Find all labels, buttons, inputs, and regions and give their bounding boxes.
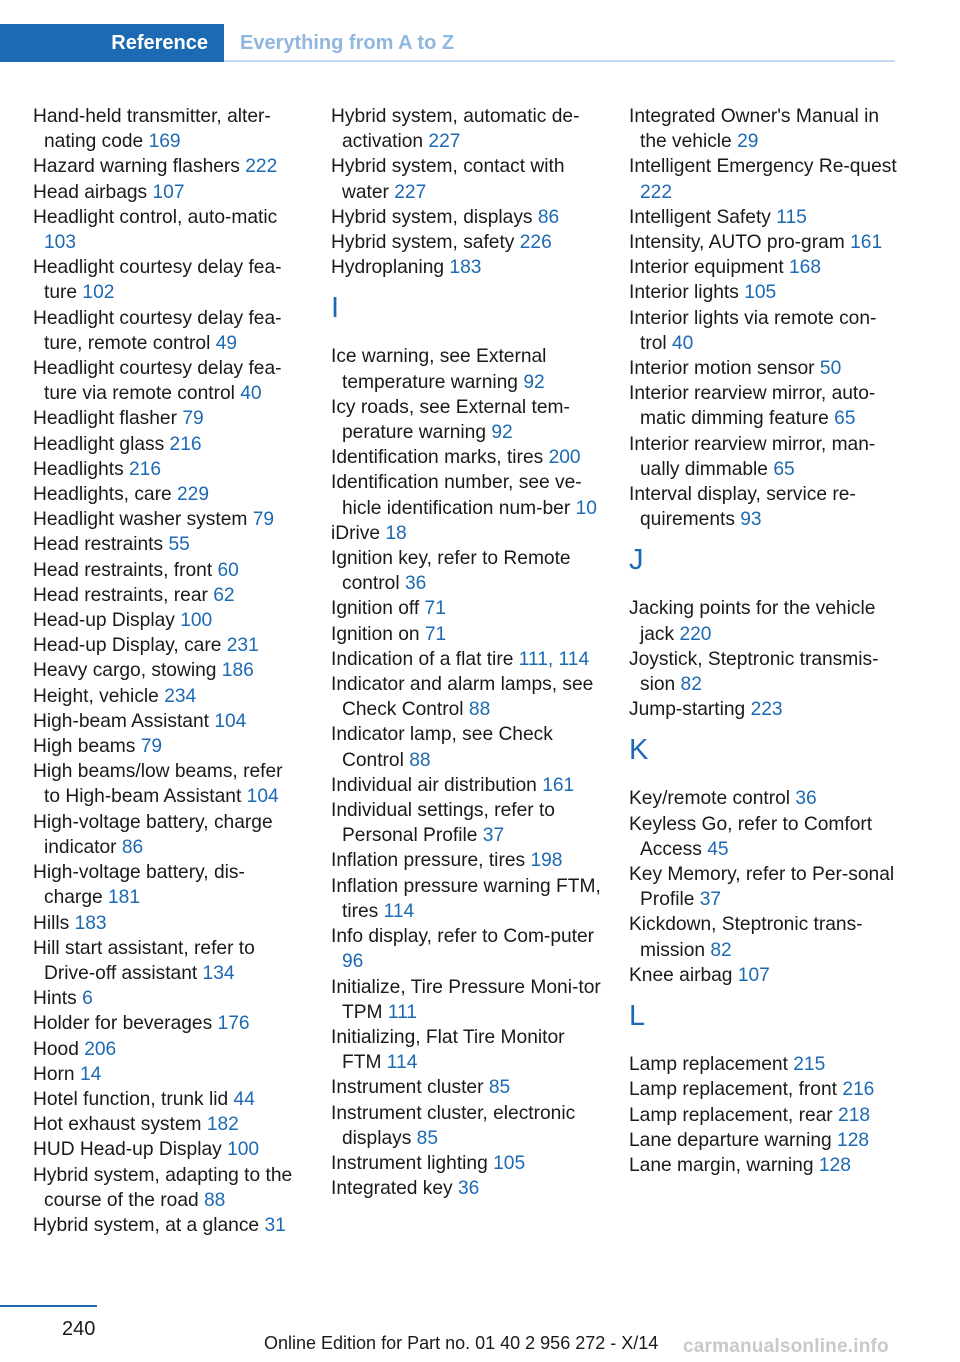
- index-entry: [331, 975, 606, 1025]
- index-entry-term: Hybrid system, displays: [331, 206, 533, 228]
- index-page-link[interactable]: 168: [789, 257, 822, 279]
- index-entry-term: Head restraints, front: [33, 559, 213, 581]
- index-entry-term: Ignition off: [331, 598, 420, 620]
- index-page-link[interactable]: 45: [707, 838, 729, 860]
- index-entry: [629, 104, 899, 154]
- index-entry-term: Height, vehicle: [33, 685, 159, 707]
- index-entry: [331, 205, 606, 230]
- index-page-link[interactable]: 107: [152, 181, 185, 203]
- index-entry: [33, 457, 303, 482]
- index-entry: [33, 860, 303, 910]
- index-entry-term: Ignition on: [331, 623, 420, 645]
- index-entry-term: Interior rearview mirror, auto-matic dimming feature: [629, 383, 876, 430]
- index-page-link[interactable]: 36: [795, 788, 817, 810]
- index-page-link[interactable]: 49: [215, 332, 238, 354]
- index-entry: [629, 862, 899, 912]
- index-page-link[interactable]: 18: [385, 522, 407, 544]
- index-entry: [629, 1128, 899, 1153]
- index-entry-term: Hydroplaning: [331, 257, 445, 279]
- index-entry: [331, 230, 606, 255]
- index-entry-term: Instrument cluster: [331, 1077, 484, 1099]
- index-entry-term: Info display, refer to Com-puter: [331, 926, 595, 948]
- index-page-link[interactable]: 104: [246, 786, 279, 808]
- index-entry-term: Head-up Display: [33, 610, 175, 632]
- index-entry-term: Head airbags: [33, 181, 148, 203]
- index-entry: [331, 546, 606, 596]
- index-entry-term: Head-up Display, care: [33, 635, 222, 657]
- index-entry-term: Key Memory, refer to Per-sonal Profile: [629, 864, 895, 911]
- index-page-link[interactable]: 234: [164, 685, 197, 707]
- index-entry-term: Heavy cargo, stowing: [33, 660, 217, 682]
- index-entry: [331, 722, 606, 772]
- index-entry: [33, 558, 303, 583]
- index-entry-term: Hints: [33, 988, 77, 1010]
- index-entry: [33, 104, 303, 154]
- index-page-link[interactable]: 216: [169, 433, 202, 455]
- index-entry: [33, 432, 303, 457]
- index-letter-heading: J: [629, 544, 644, 577]
- index-entry: [33, 709, 303, 734]
- index-entry: [629, 596, 899, 646]
- index-entry: [331, 344, 606, 394]
- index-entry: [33, 154, 303, 179]
- index-page-link[interactable]: 93: [740, 509, 762, 531]
- index-entry-term: Instrument cluster, electronic displays: [331, 1102, 576, 1149]
- header-rule: [224, 60, 895, 62]
- index-entry-term: Initializing, Flat Tire Monitor FTM: [331, 1026, 565, 1074]
- index-page-link[interactable]: 55: [168, 534, 190, 556]
- index-entry-term: Identification marks, tires: [331, 447, 544, 469]
- index-page-link[interactable]: 200: [548, 447, 581, 469]
- index-letter-heading: K: [629, 734, 649, 767]
- index-entry-term: Identification number, see ve-hicle identification num-ber: [331, 472, 582, 519]
- index-entry: [629, 697, 899, 722]
- index-page-link[interactable]: 36: [457, 1178, 480, 1200]
- index-entry: [33, 986, 303, 1011]
- index-entry: [331, 773, 606, 798]
- index-entry: [629, 356, 899, 381]
- index-entry: [629, 1103, 899, 1128]
- index-page-link[interactable]: 114: [383, 900, 415, 922]
- index-entry-term: Hybrid system, at a glance: [33, 1214, 260, 1236]
- index-entry: [33, 734, 303, 759]
- index-entry-term: Interior lights via remote con-trol: [629, 307, 877, 354]
- index-entry: [629, 154, 899, 204]
- index-entry-term: Icy roads, see External tem-perature warning: [331, 396, 570, 444]
- index-page-link[interactable]: 222: [245, 156, 278, 178]
- index-entry: [33, 205, 303, 255]
- index-entry: [331, 647, 606, 672]
- index-entry: [629, 786, 899, 811]
- index-entry: [33, 684, 303, 709]
- index-entry-term: Headlight glass: [33, 433, 165, 455]
- index-page-link[interactable]: 71: [424, 598, 446, 620]
- index-page-link[interactable]: 227: [428, 131, 461, 153]
- index-entry-term: Individual air distribution: [331, 774, 537, 796]
- index-entry-term: Intelligent Safety: [629, 206, 771, 228]
- index-entry-term: Headlight control, auto-matic: [33, 206, 278, 228]
- index-entry: [331, 470, 606, 520]
- index-entry: [629, 306, 899, 356]
- index-entry-term: Horn: [33, 1063, 75, 1085]
- index-entry-term: Lamp replacement: [629, 1054, 788, 1076]
- index-entry: [629, 912, 899, 962]
- page-header: [0, 24, 895, 62]
- index-entry: [629, 812, 899, 862]
- index-page-link[interactable]: 50: [819, 358, 842, 380]
- index-entry: [629, 1052, 899, 1077]
- index-entry-term: High-voltage battery, dis-charge: [33, 862, 245, 909]
- index-page-link[interactable]: 111, 114: [518, 648, 590, 670]
- index-page-link[interactable]: 198: [530, 850, 563, 872]
- index-entry: [331, 1025, 606, 1075]
- index-entry: [331, 798, 606, 848]
- index-entry-term: Head restraints, rear: [33, 584, 208, 606]
- index-entry-term: High beams: [33, 736, 136, 758]
- index-entry: [331, 924, 606, 974]
- index-page-link[interactable]: 107: [737, 964, 770, 986]
- index-entry-term: Lamp replacement, front: [629, 1079, 837, 1101]
- index-entry: [331, 1101, 606, 1151]
- index-page-link[interactable]: 85: [416, 1127, 439, 1149]
- index-column-1: [33, 104, 303, 1238]
- index-page-link[interactable]: 92: [523, 371, 545, 393]
- index-page-link[interactable]: 181: [108, 887, 141, 909]
- index-entry: [629, 432, 899, 482]
- index-entry-term: Key/remote control: [629, 788, 791, 810]
- index-page-link[interactable]: 134: [202, 962, 235, 984]
- index-entry-term: Hand-held transmitter, alter-nating code: [33, 106, 271, 153]
- index-entry: [33, 583, 303, 608]
- index-page-link[interactable]: 100: [227, 1139, 260, 1161]
- index-entry: [629, 381, 899, 431]
- index-entry: [331, 154, 606, 204]
- index-entry-term: Headlight courtesy delay fea-ture: [33, 257, 282, 304]
- index-letter-heading: L: [629, 1000, 646, 1033]
- index-page-link[interactable]: 223: [750, 699, 783, 721]
- index-entry: [33, 1213, 303, 1238]
- index-page-link[interactable]: 226: [519, 232, 552, 254]
- index-entry-term: Initialize, Tire Pressure Moni-tor TPM: [331, 976, 601, 1023]
- index-page-link[interactable]: 62: [213, 584, 235, 606]
- index-page-link[interactable]: 216: [129, 458, 162, 480]
- index-page-link[interactable]: 29: [737, 131, 759, 153]
- index-page-link[interactable]: 88: [468, 699, 491, 721]
- section-tab: [0, 24, 224, 62]
- index-page-link[interactable]: 229: [177, 484, 210, 506]
- section-title: Reference: [111, 31, 208, 54]
- index-entry-term: High-voltage battery, charge indicator: [33, 811, 273, 858]
- index-entry-term: Hood: [33, 1038, 79, 1060]
- index-page-link[interactable]: 37: [482, 825, 505, 847]
- index-entry-term: Hybrid system, contact with water: [331, 156, 565, 203]
- index-page-link[interactable]: 37: [699, 889, 722, 911]
- index-entry-term: Ignition key, refer to Remote control: [331, 548, 571, 595]
- index-entry: [33, 180, 303, 205]
- index-entry-term: Headlights, care: [33, 484, 172, 506]
- index-page-link[interactable]: 104: [214, 710, 247, 732]
- index-entry: [331, 848, 606, 873]
- index-entry: [33, 633, 303, 658]
- index-page-link[interactable]: 220: [679, 623, 712, 645]
- index-column-2: [331, 104, 606, 1201]
- index-entry: [33, 306, 303, 356]
- index-page-link[interactable]: 40: [672, 332, 694, 354]
- index-page-link[interactable]: 71: [424, 623, 447, 645]
- index-entry-term: Headlight courtesy delay fea-ture, remote control: [33, 307, 282, 354]
- index-page-link[interactable]: 111: [387, 1001, 418, 1023]
- index-page-link[interactable]: 215: [793, 1054, 826, 1076]
- index-entry-term: Instrument lighting: [331, 1152, 488, 1174]
- index-page-link[interactable]: 182: [206, 1114, 239, 1136]
- index-entry-term: Hill start assistant, refer to Drive-off assistant: [33, 937, 255, 984]
- index-entry-term: Interior rearview mirror, man-ually dimmable: [629, 433, 876, 480]
- index-entry-term: Keyless Go, refer to Comfort Access: [629, 813, 873, 860]
- index-page-link[interactable]: 216: [842, 1079, 875, 1101]
- index-page-link[interactable]: 88: [204, 1189, 226, 1211]
- index-entry-term: iDrive: [331, 522, 381, 544]
- index-entry-term: Kickdown, Steptronic trans-mission: [629, 914, 863, 961]
- index-entry: [33, 1112, 303, 1137]
- index-page-link[interactable]: 128: [818, 1154, 851, 1176]
- index-entry: [33, 1137, 303, 1162]
- index-entry: [331, 622, 606, 647]
- index-entry-term: Headlights: [33, 458, 124, 480]
- index-entry: [33, 255, 303, 305]
- index-page-link[interactable]: 85: [488, 1077, 511, 1099]
- index-entry: [33, 810, 303, 860]
- index-page-link[interactable]: 105: [744, 282, 777, 304]
- index-entry-term: Indicator and alarm lamps, see Check Control: [331, 674, 594, 721]
- index-page-link[interactable]: 92: [491, 422, 513, 444]
- index-entry: [331, 1075, 606, 1100]
- index-entry: [33, 482, 303, 507]
- index-page-link[interactable]: 60: [217, 559, 239, 581]
- index-entry: [331, 104, 606, 154]
- index-entry: [331, 1176, 606, 1201]
- index-entry-term: Lane departure warning: [629, 1129, 832, 1151]
- index-entry: [33, 1037, 303, 1062]
- index-page-link[interactable]: 161: [850, 232, 883, 254]
- index-entry: [331, 596, 606, 621]
- index-entry: [629, 230, 899, 255]
- index-entry: [33, 936, 303, 986]
- index-page-link[interactable]: 227: [394, 181, 427, 203]
- index-entry-term: Lamp replacement, rear: [629, 1104, 833, 1126]
- index-entry-term: Jump-starting: [629, 699, 746, 721]
- index-entry-term: Holder for beverages: [33, 1013, 213, 1035]
- index-entry: [33, 406, 303, 431]
- index-entry: [331, 874, 606, 924]
- index-entry: [331, 521, 606, 546]
- index-page-link[interactable]: 79: [140, 736, 163, 758]
- subsection-title: Everything from A to Z: [240, 31, 455, 54]
- index-entry-term: Integrated Owner's Manual in the vehicle: [629, 106, 880, 153]
- index-entry-term: Integrated key: [331, 1178, 453, 1200]
- index-letter-heading: I: [331, 292, 340, 325]
- index-page-link[interactable]: 183: [74, 912, 107, 934]
- index-entry: [331, 255, 606, 280]
- index-page-link[interactable]: 103: [44, 232, 77, 254]
- index-page-link[interactable]: 14: [79, 1063, 102, 1085]
- index-entry-term: Lane margin, warning: [629, 1154, 814, 1176]
- index-page-link[interactable]: 6: [82, 988, 93, 1010]
- index-entry-term: Hills: [33, 912, 70, 934]
- index-entry-term: Inflation pressure warning FTM, tires: [331, 875, 601, 922]
- index-entry-term: Interior lights: [629, 282, 739, 304]
- index-entry: [629, 1153, 899, 1178]
- index-page-link[interactable]: 114: [386, 1052, 418, 1074]
- index-page-link[interactable]: 10: [575, 497, 597, 519]
- index-page-link[interactable]: 79: [182, 408, 204, 430]
- index-entry-term: Interior motion sensor: [629, 358, 815, 380]
- index-page-link[interactable]: 79: [252, 509, 275, 531]
- index-page-link[interactable]: 82: [710, 939, 732, 961]
- index-entry: [331, 445, 606, 470]
- index-page-link[interactable]: 36: [404, 573, 427, 595]
- index-entry: [33, 1062, 303, 1087]
- index-entry-term: Intelligent Emergency Re-quest: [629, 156, 897, 178]
- index-entry-term: Hybrid system, safety: [331, 232, 515, 254]
- index-entry-term: Ice warning, see External temperature warning: [331, 346, 547, 393]
- index-page-link[interactable]: 100: [180, 610, 213, 632]
- index-entry-term: Interior equipment: [629, 257, 784, 279]
- index-entry: [33, 1011, 303, 1036]
- index-entry-term: Jacking points for the vehicle jack: [629, 598, 876, 645]
- index-entry-term: Indication of a flat tire: [331, 648, 514, 670]
- index-column-3: [629, 104, 899, 1178]
- index-entry: [629, 255, 899, 280]
- index-page-link[interactable]: 128: [837, 1129, 870, 1151]
- index-entry-term: Head restraints: [33, 534, 164, 556]
- page-number: 240: [62, 1318, 96, 1340]
- index-entry: [629, 205, 899, 230]
- index-entry: [33, 1087, 303, 1112]
- index-page-link[interactable]: 65: [773, 458, 795, 480]
- index-entry: [629, 647, 899, 697]
- index-page-link[interactable]: 115: [776, 206, 807, 228]
- index-entry: [629, 1077, 899, 1102]
- index-entry: [33, 658, 303, 683]
- index-entry-term: High beams/low beams, refer to High-beam Assistant: [33, 761, 283, 808]
- index-entry: [33, 356, 303, 406]
- index-page-link[interactable]: 161: [542, 774, 575, 796]
- index-page-link[interactable]: 102: [82, 282, 115, 304]
- footer-rule: [0, 1305, 97, 1307]
- index-entry-term: HUD Head-up Display: [33, 1139, 222, 1161]
- index-entry-term: Hot exhaust system: [33, 1114, 202, 1136]
- edition-note: Online Edition for Part no. 01 40 2 956 272 - X/14: [264, 1333, 659, 1353]
- index-entry-term: Hybrid system, automatic de-activation: [331, 106, 580, 153]
- index-entry-term: Hotel function, trunk lid: [33, 1088, 229, 1110]
- index-entry-term: Inflation pressure, tires: [331, 850, 526, 872]
- index-entry-term: Headlight flasher: [33, 408, 177, 430]
- index-entry: [33, 532, 303, 557]
- index-page-link[interactable]: 88: [409, 749, 431, 771]
- index-entry-term: Headlight courtesy delay fea-ture via remote control: [33, 358, 282, 405]
- index-page-link[interactable]: 231: [226, 635, 259, 657]
- index-entry: [331, 672, 606, 722]
- index-page-link[interactable]: 44: [233, 1088, 255, 1110]
- index-entry-term: Headlight washer system: [33, 509, 248, 531]
- index-page-link[interactable]: 82: [680, 674, 702, 696]
- index-entry: [33, 507, 303, 532]
- index-page-link[interactable]: 40: [240, 383, 262, 405]
- index-page-link[interactable]: 186: [221, 660, 254, 682]
- index-entry-term: High-beam Assistant: [33, 710, 209, 732]
- index-page-link[interactable]: 105: [493, 1152, 526, 1174]
- index-page-link[interactable]: 183: [449, 257, 482, 279]
- index-entry-term: Intensity, AUTO pro-gram: [629, 232, 845, 254]
- index-page-link[interactable]: 86: [537, 206, 560, 228]
- index-page-link[interactable]: 169: [148, 131, 181, 153]
- index-entry-term: Knee airbag: [629, 964, 733, 986]
- index-entry: [33, 911, 303, 936]
- watermark: carmanualsonline.info: [683, 1336, 889, 1357]
- index-entry: [33, 759, 303, 809]
- index-entry-term: Indicator lamp, see Check Control: [331, 724, 553, 771]
- index-page-link[interactable]: 31: [264, 1214, 286, 1236]
- index-entry: [331, 1151, 606, 1176]
- index-entry-term: Hybrid system, adapting to the course of the road: [33, 1164, 293, 1211]
- index-entry: [331, 395, 606, 445]
- index-page-link[interactable]: 206: [84, 1038, 117, 1060]
- index-page-link[interactable]: 218: [838, 1104, 871, 1126]
- index-page-link[interactable]: 86: [121, 836, 144, 858]
- index-page-link[interactable]: 176: [217, 1013, 250, 1035]
- index-entry: [629, 280, 899, 305]
- index-page-link[interactable]: 65: [834, 408, 856, 430]
- index-entry: [629, 963, 899, 988]
- index-page-link[interactable]: 96: [342, 951, 364, 973]
- index-entry: [33, 608, 303, 633]
- index-entry-term: Interval display, service re-quirements: [629, 484, 856, 531]
- index-page-link[interactable]: 222: [640, 181, 673, 203]
- index-entry-term: Hazard warning flashers: [33, 156, 240, 178]
- index-entry: [629, 482, 899, 532]
- index-entry: [33, 1163, 303, 1213]
- index-entry-term: Joystick, Steptronic transmis-sion: [629, 648, 879, 696]
- index-entry-term: Individual settings, refer to Personal Profile: [331, 800, 555, 847]
